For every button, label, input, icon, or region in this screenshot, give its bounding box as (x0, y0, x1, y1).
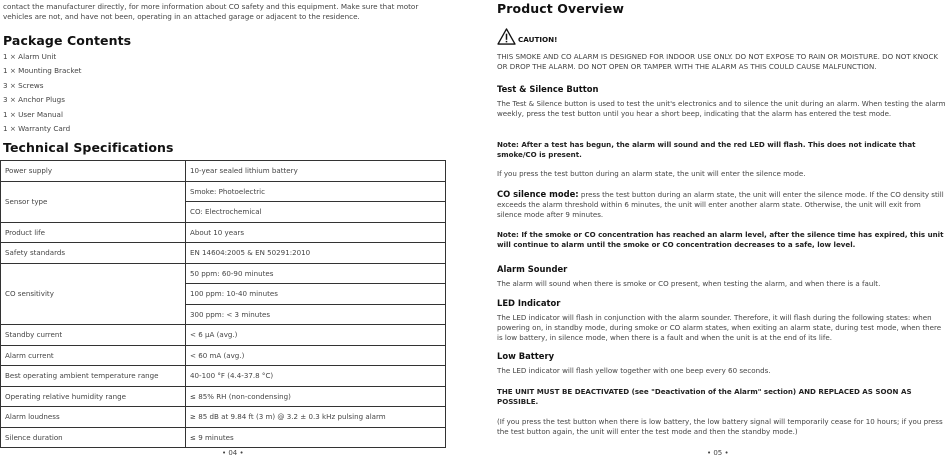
intro-paragraph: contact the manufacturer directly, for more information about CO safety and this equipment. Make sure that motor vehicles are not, and have not been, operating in an attached garage or adjacent to the residence. (3, 2, 419, 21)
spec-value: ≥ 85 dB at 9.84 ft (3 m) @ 3.2 ± 0.3 kHz pulsing alarm (186, 407, 446, 428)
caution-label: CAUTION! (518, 35, 558, 44)
deactivate-text: THE UNIT MUST BE DEACTIVATED (see "Deactivation of the Alarm" section) AND REPLACED AS SOON AS POSSIBLE. (497, 387, 912, 407)
low-battery-heading: Low Battery (497, 351, 555, 361)
spec-label: Operating relative humidity range (1, 386, 186, 407)
spec-label: Best operating ambient temperature range (1, 366, 186, 387)
co-silence-label: CO silence mode: (497, 189, 579, 199)
note-text: Note: If the smoke or CO concentration has reached an alarm level, after the silence time has expired, this unit will continue to alarm until the smoke or CO concentration decreases to a safe, low level. (497, 230, 944, 250)
spec-value: EN 14604:2005 & EN 50291:2010 (186, 243, 446, 264)
right-page (475, 0, 950, 466)
caution-text: THIS SMOKE AND CO ALARM IS DESIGNED FOR INDOOR USE ONLY. DO NOT EXPOSE TO RAIN OR MOISTURE. DO NOT KNOCK OR DROP THE ALARM. DO NOT OPEN OR TAMPER WITH THE ALARM AS THIS COULD CAUSE MALFUNCTION. (497, 52, 939, 72)
package-contents-heading: Package Contents (3, 33, 132, 48)
page-number: • 05 • (707, 449, 729, 457)
spec-label: Silence duration (1, 427, 186, 448)
table-row (1, 222, 446, 243)
table-row (1, 366, 446, 387)
spec-value: 40-100 °F (4.4-37.8 °C) (186, 366, 446, 387)
note-2-block (497, 230, 947, 250)
test-silence-heading: Test & Silence Button (497, 84, 599, 94)
spec-label: Sensor type (1, 181, 186, 222)
list-item: 1 × Warranty Card (3, 123, 71, 133)
note-text: Note: After a test has begun, the alarm will sound and the red LED will flash. This does not indicate that smoke/CO is present. (497, 140, 916, 160)
list-item: 3 × Screws (3, 80, 44, 90)
spec-value: CO: Electrochemical (186, 202, 446, 223)
alarm-sounder-text: The alarm will sound when there is smoke or CO present, when testing the alarm, and when there is a fault. (497, 279, 881, 288)
spec-value: 100 ppm: 10-40 minutes (186, 284, 446, 305)
spec-label: Power supply (1, 161, 186, 182)
led-indicator-text: The LED indicator will flash in conjunction with the alarm sounder. Therefore, it will flash during the following states: when powering on, in standby mode, during smoke or CO alarm states, when exiting an alarm state, during test mode, when there is low battery, in silence mode, when there is a fault and when the unit is at the end of its life. (497, 313, 942, 343)
table-row (1, 161, 446, 182)
warning-triangle-icon (497, 28, 516, 45)
note-1-block (497, 140, 947, 160)
list-item: 1 × User Manual (3, 109, 63, 119)
page-number: • 04 • (222, 449, 244, 457)
low-battery-footer-block (497, 417, 947, 437)
table-row (1, 325, 446, 346)
spec-value: 50 ppm: 60-90 minutes (186, 263, 446, 284)
test-silence-block (497, 99, 947, 119)
low-battery-footer-text: (If you press the test button when there is low battery, the low battery signal will temporarily cease for 10 hours; if you press the test button again, the unit will enter the test mode and then the standby mode.) (497, 417, 943, 437)
specifications-table (0, 160, 446, 448)
deactivate-block (497, 387, 947, 407)
list-item: 3 × Anchor Plugs (3, 95, 65, 105)
spec-label: CO sensitivity (1, 263, 186, 325)
silence-mode-text: If you press the test button during an alarm state, the unit will enter the silence mode. (497, 169, 806, 178)
spec-value: < 6 μA (avg.) (186, 325, 446, 346)
spec-label: Product life (1, 222, 186, 243)
alarm-sounder-block (497, 279, 947, 289)
technical-specifications-heading: Technical Specifications (3, 140, 174, 155)
table-row (1, 345, 446, 366)
table-row (1, 407, 446, 428)
alarm-sounder-heading: Alarm Sounder (497, 264, 568, 274)
spec-value: < 60 mA (avg.) (186, 345, 446, 366)
spec-label: Alarm current (1, 345, 186, 366)
led-indicator-heading: LED Indicator (497, 298, 561, 308)
spec-value: Smoke: Photoelectric (186, 181, 446, 202)
caution-header (497, 28, 557, 45)
low-battery-block (497, 366, 947, 376)
spec-label: Alarm loudness (1, 407, 186, 428)
spec-label: Safety standards (1, 243, 186, 264)
co-silence-block (497, 189, 947, 221)
low-battery-text: The LED indicator will flash yellow together with one beep every 60 seconds. (497, 366, 771, 375)
silence-mode-block (497, 169, 947, 179)
caution-text-block (497, 52, 947, 72)
product-overview-heading: Product Overview (497, 1, 624, 16)
test-silence-text: The Test & Silence button is used to test the unit's electronics and to silence the unit during an alarm. When testing the alarm weekly, press the test button until you hear a short beep, indicating that the alarm has entered the test mode. (497, 99, 946, 119)
spec-value: 300 ppm: < 3 minutes (186, 304, 446, 325)
table-row (1, 263, 446, 284)
package-contents-list (3, 52, 81, 138)
spec-label: Standby current (1, 325, 186, 346)
spec-value: 10-year sealed lithium battery (186, 161, 446, 182)
table-row (1, 243, 446, 264)
spec-value: ≤ 9 minutes (186, 427, 446, 448)
list-item: 1 × Mounting Bracket (3, 66, 82, 76)
table-row (1, 386, 446, 407)
led-indicator-block (497, 313, 947, 344)
table-row (1, 427, 446, 448)
co-silence-paragraph (497, 189, 947, 221)
co-silence-text: press the test button during an alarm state, the unit will enter the silence mode. If the CO density still exceeds the alarm threshold within 6 minutes, the unit will enter another alarm state. Otherwise, the unit will exit from silence mode after 9 minutes. (497, 190, 944, 220)
table-row (1, 181, 446, 202)
spec-value: About 10 years (186, 222, 446, 243)
list-item: 1 × Alarm Unit (3, 52, 57, 61)
spec-value: ≤ 85% RH (non-condensing) (186, 386, 446, 407)
